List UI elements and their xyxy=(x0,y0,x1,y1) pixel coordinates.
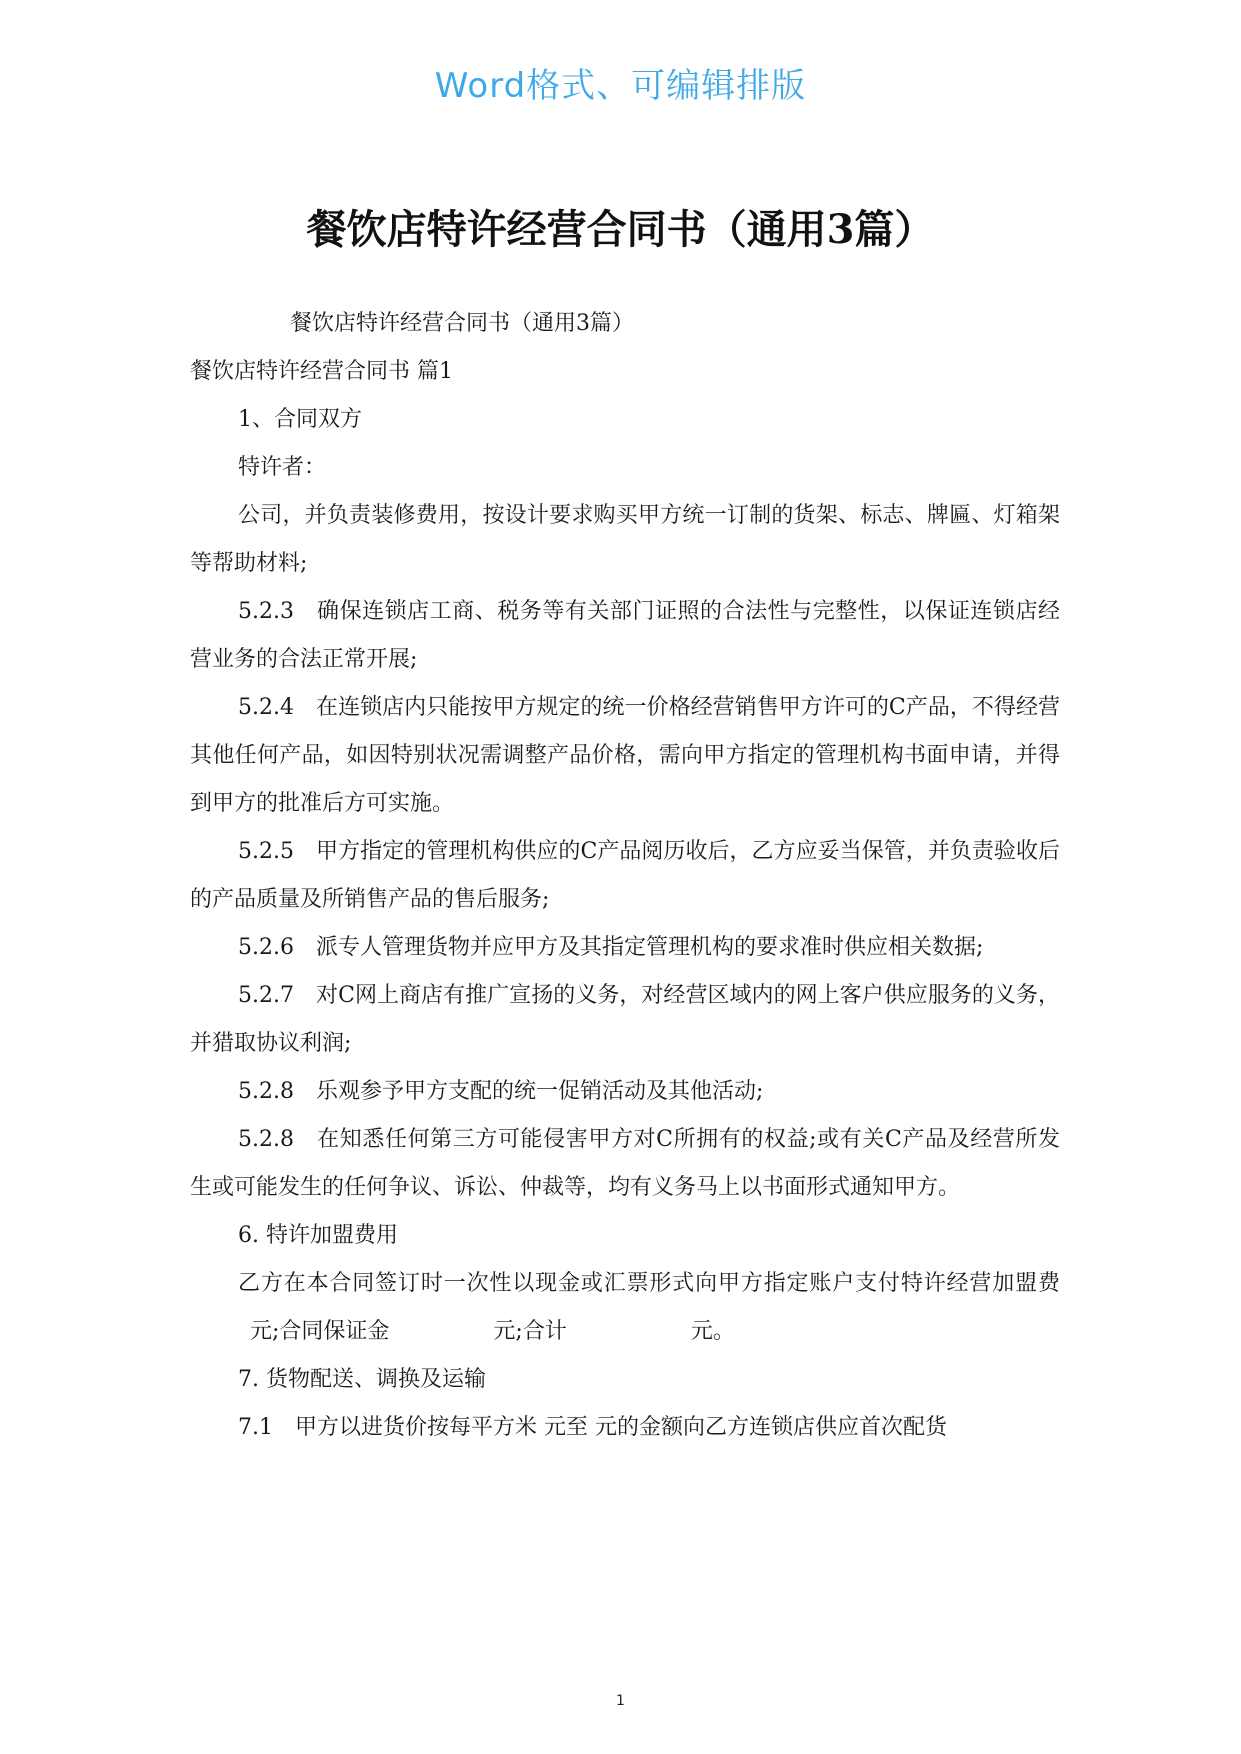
document-subtitle: 餐饮店特许经营合同书（通用3篇） xyxy=(290,311,634,336)
paragraph: 5.2.8 乐观参予甲方支配的统一促销活动及其他活动; xyxy=(238,1079,764,1104)
fee-text: 元;合计 xyxy=(493,1319,567,1344)
paragraph: 5.2.8 在知悉任何第三方可能侵害甲方对C所拥有的权益;或有关C产品及经营所发生或可能发生的任何争议、诉讼、仲裁等，均有义务马上以书面形式通知甲方。 xyxy=(190,1127,1060,1200)
fee-paragraph xyxy=(190,1260,1060,1356)
paragraph: 5.2.5 甲方指定的管理机构供应的C产品阅历收后，乙方应妥当保管，并负责验收后的产品质量及所销售产品的售后服务; xyxy=(190,839,1060,912)
document-body xyxy=(190,300,1060,1452)
paragraph: 5.2.3 确保连锁店工商、税务等有关部门证照的合法性与完整性，以保证连锁店经营业务的合法正常开展; xyxy=(190,599,1060,672)
fee-text: 元。 xyxy=(690,1319,735,1344)
header-banner: Word格式、可编辑排版 xyxy=(434,66,807,106)
section-heading: 餐饮店特许经营合同书 篇1 xyxy=(190,359,453,384)
paragraph: 1、合同双方 xyxy=(238,407,362,432)
paragraph: 特许者： xyxy=(238,455,327,480)
document-title: 餐饮店特许经营合同书（通用3篇） xyxy=(306,206,935,253)
page-number: 1 xyxy=(616,1693,625,1709)
fee-text: 元;合同保证金 xyxy=(250,1319,390,1344)
paragraph: 7. 货物配送、调换及运输 xyxy=(238,1367,486,1392)
fee-text: 乙方在本合同签订时一次性以现金或汇票形式向甲方指定账户支付特许经营加盟费 xyxy=(238,1271,1060,1296)
paragraph: 5.2.6 派专人管理货物并应甲方及其指定管理机构的要求准时供应相关数据; xyxy=(238,935,984,960)
paragraph: 6. 特许加盟费用 xyxy=(238,1223,398,1248)
paragraph: 公司，并负责装修费用，按设计要求购买甲方统一订制的货架、标志、牌匾、灯箱架等帮助材料; xyxy=(190,503,1060,576)
paragraph: 5.2.4 在连锁店内只能按甲方规定的统一价格经营销售甲方许可的C产品，不得经营其他任何产品，如因特别状况需调整产品价格，需向甲方指定的管理机构书面申请，并得到甲方的批准后方可实施。 xyxy=(190,695,1060,816)
paragraph: 5.2.7 对C网上商店有推广宣扬的义务，对经营区域内的网上客户供应服务的义务，并猎取协议利润; xyxy=(190,983,1060,1056)
paragraph: 7.1 甲方以进货价按每平方米 元至 元的金额向乙方连锁店供应首次配货 xyxy=(238,1415,947,1440)
